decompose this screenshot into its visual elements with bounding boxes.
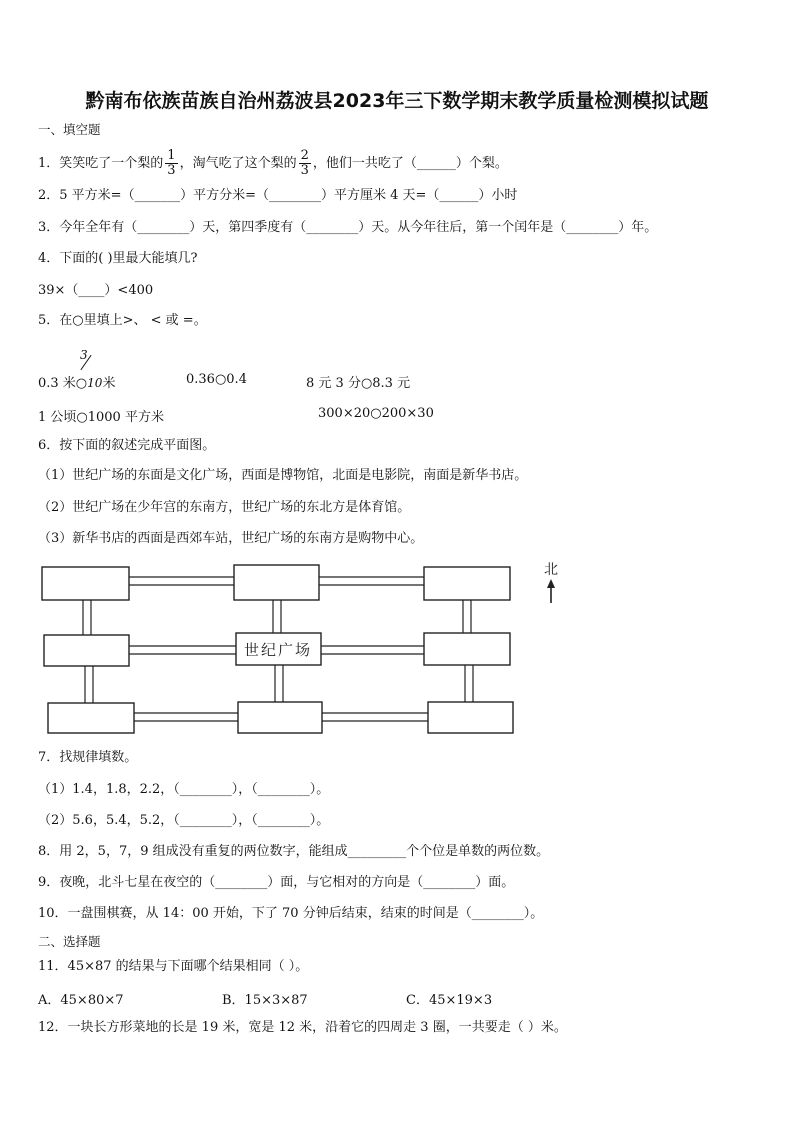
q5-item-d: 1 公顷○1000 平方米 [38, 410, 164, 425]
map-box-west [44, 635, 129, 666]
question-9: 9．夜晚，北斗七星在夜空的（________）面，与它相对的方向是（________）面。 [38, 875, 515, 890]
map-box-southeast [428, 702, 513, 733]
question-12: 12．一块长方形菜地的长是 19 米，宽是 12 米，沿着它的四周走 3 圈，一共要走（ ）米。 [38, 1020, 567, 1035]
q11-option-a: A．45×80×7 [38, 993, 124, 1008]
map-box-north [234, 565, 319, 600]
north-arrow-icon [547, 579, 555, 603]
question-1 [38, 149, 508, 178]
question-4: 4．下面的( )里最大能填几? [38, 251, 198, 266]
question-10: 10．一盘围棋赛，从 14：00 开始，下了 70 分钟后结束，结束的时间是（________）。 [38, 906, 544, 921]
question-2: 2．5 平方米=（_______）平方分米=（________）平方厘米 4 天=（______）小时 [38, 188, 518, 203]
plan-map [0, 555, 794, 740]
question-6-statement-2: （2）世纪广场在少年宫的东南方，世纪广场的东北方是体育馆。 [38, 500, 411, 515]
question-5: 5．在○里填上>、 < 或 =。 [38, 313, 207, 328]
section-heading-multiple-choice: 二、选择题 [38, 934, 101, 949]
q5-item-c: 8 元 3 分○8.3 元 [306, 376, 411, 391]
q1-text-a: 1．笑笑吃了一个梨的 [38, 156, 164, 171]
fraction-two-thirds: $\frac{2}{3}$ [300, 148, 309, 178]
section-heading-fill-blank: 一、填空题 [38, 122, 101, 137]
question-7-part-2: （2）5.6，5.4，5.2，（________），（________）。 [38, 813, 330, 828]
question-6: 6．按下面的叙述完成平面图。 [38, 438, 216, 453]
question-7-part-1: （1）1.4，1.8，2.2，（________），（________）。 [38, 782, 330, 797]
question-3: 3．今年全年有（________）天，第四季度有（________）天。从今年往后，第一个闰年是（________）年。 [38, 220, 658, 235]
q5-item-e: 300×20○200×30 [318, 406, 434, 421]
question-7: 7．找规律填数。 [38, 750, 138, 765]
q11-option-b: B．15×3×87 [222, 993, 308, 1008]
q11-option-c: C．45×19×3 [406, 993, 493, 1008]
map-center-label: 世纪广场 [243, 641, 313, 659]
question-8: 8．用 2，5，7，9 组成没有重复的两位数字，能组成_________个个位是单数的两位数。 [38, 844, 550, 859]
q1-text-b: ，淘气吃了这个梨的 [179, 156, 297, 171]
map-box-east [424, 633, 510, 665]
map-box-northeast [424, 567, 510, 600]
question-11: 11．45×87 的结果与下面哪个结果相同（ ）。 [38, 959, 309, 974]
north-label: 北 [544, 562, 558, 578]
q5-fraction-numerator: 3 [80, 348, 88, 362]
q5-item-a: 0.3 米○10米 [38, 376, 116, 391]
map-box-southwest [48, 703, 134, 733]
page-title: 黔南布依族苗族自治州荔波县2023年三下数学期末教学质量检测模拟试题 [85, 90, 709, 112]
question-6-statement-3: （3）新华书店的西面是西郊车站，世纪广场的东南方是购物中心。 [38, 531, 424, 546]
question-6-statement-1: （1）世纪广场的东面是文化广场，西面是博物馆，北面是电影院，南面是新华书店。 [38, 468, 528, 483]
q5-fraction-denominator: 10 [87, 376, 103, 390]
map-box-northwest [42, 567, 129, 600]
question-4-expression: 39×（____）<400 [38, 283, 154, 298]
q1-text-c: ，他们一共吃了（______）个梨。 [312, 156, 508, 171]
q5-item-b: 0.36○0.4 [186, 372, 247, 387]
map-box-south [238, 702, 322, 733]
fraction-one-third: $\frac{1}{3}$ [167, 148, 176, 178]
